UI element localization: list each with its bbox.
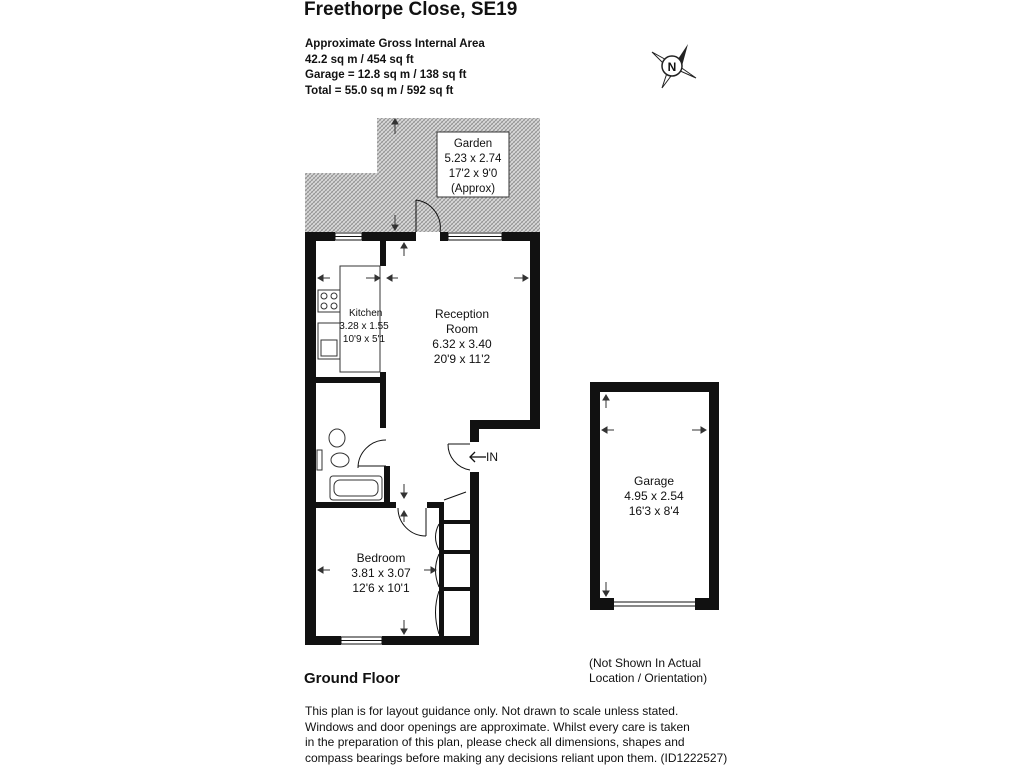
kitchen-fittings (318, 266, 383, 372)
kitchen-name: Kitchen (349, 308, 383, 319)
garage-metric: 4.95 x 2.54 (624, 489, 684, 503)
garden-note: (Approx) (450, 183, 496, 195)
garage-name: Garage (633, 474, 675, 488)
plan-title: Freethorpe Close, SE19 (304, 0, 518, 20)
garage-imperial: 16'3 x 8'4 (628, 504, 680, 518)
reception-imperial: 20'9 x 11'2 (433, 352, 491, 366)
area-main: 42.2 sq m / 454 sq ft (305, 53, 414, 66)
reception-name-2: Room (445, 322, 479, 336)
kitchen-imperial: 10'9 x 5'1 (342, 334, 386, 345)
bedroom-imperial: 12'6 x 10'1 (352, 581, 410, 595)
note-line: (Not Shown In Actual (589, 656, 702, 670)
area-garage: Garage = 12.8 sq m / 138 sq ft (305, 69, 467, 81)
garden-area (305, 118, 540, 232)
garden-imperial: 17'2 x 9'0 (448, 168, 498, 180)
bedroom-metric: 3.81 x 3.07 (351, 566, 411, 580)
garden-name: Garden (453, 138, 493, 150)
note-line: Location / Orientation) (589, 671, 708, 685)
compass-letter: N (667, 60, 677, 74)
disclaimer (305, 704, 727, 766)
floor-label: Ground Floor (304, 670, 400, 687)
entrance-label: IN (486, 450, 498, 464)
disclaimer-line: Windows and door openings are approximate. Whilst every care is taken (305, 719, 690, 734)
area-heading: Approximate Gross Internal Area (305, 38, 485, 50)
disclaimer-line: in the preparation of this plan, please check all dimensions, shapes and (305, 735, 685, 749)
reception-name-1: Reception (434, 307, 490, 321)
bathroom-fittings (317, 429, 382, 500)
garden-metric: 5.23 x 2.74 (444, 153, 502, 165)
reception-metric: 6.32 x 3.40 (432, 337, 492, 351)
garage (590, 382, 719, 610)
disclaimer-line: compass bearings before making any decisions reliant upon them. (ID1222527) (305, 750, 728, 765)
entrance-arrow-icon (470, 452, 486, 462)
area-total: Total = 55.0 sq m / 592 sq ft (305, 84, 454, 97)
bedroom-name: Bedroom (356, 551, 406, 565)
kitchen-metric: 3.28 x 1.55 (339, 321, 389, 332)
disclaimer-line: This plan is for layout guidance only. Not drawn to scale unless stated. (305, 704, 679, 718)
compass-icon (652, 44, 696, 88)
garage-location-note (589, 656, 707, 686)
